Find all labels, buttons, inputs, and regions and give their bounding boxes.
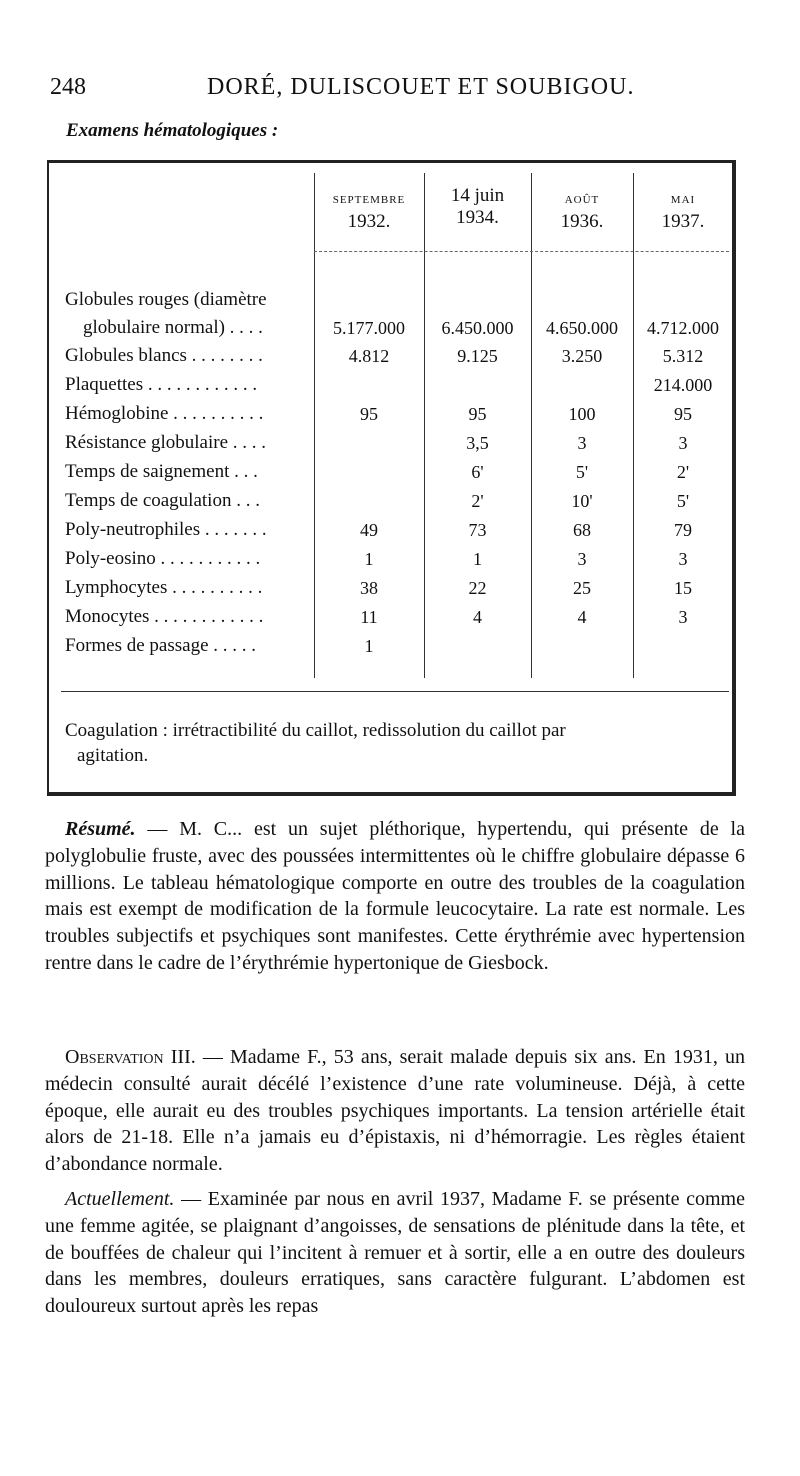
column-header-year: 1937. [661, 211, 705, 232]
resume-paragraph [45, 816, 745, 977]
table-note-line2: agitation. [77, 745, 149, 766]
table-cell: 5.312 [662, 346, 704, 366]
row-label-formes-passage: Formes de passage . . . . . [65, 635, 257, 656]
hematology-table [47, 160, 736, 796]
observation-paragraph [45, 1044, 745, 1178]
column-header-september-1932 [314, 189, 424, 233]
table-cell: 6' [471, 462, 484, 482]
table-note [65, 718, 725, 768]
row-label-poly-eosino: Poly-eosino . . . . . . . . . . . [65, 548, 261, 569]
section-title: Examens hématologiques : [66, 120, 279, 141]
page-number: 248 [50, 74, 86, 100]
table-cell: 1 [364, 549, 374, 569]
table-cell: 2' [676, 462, 690, 482]
row-label-hemoglobine: Hémoglobine . . . . . . . . . . [65, 403, 264, 424]
table-cell: 5' [676, 491, 690, 511]
column-divider [424, 173, 425, 678]
actuellement-paragraph [45, 1186, 745, 1320]
header-rule [314, 251, 729, 253]
resume-lead: Résumé. [65, 818, 136, 840]
column-header-year: 1934. [456, 207, 499, 228]
table-cell: 4.650.000 [546, 318, 618, 338]
table-note-line1: Coagulation : irrétractibilité du caillot, redissolution du caillot par [65, 720, 566, 741]
table-cell: 1 [364, 636, 374, 656]
table-cell: 4 [473, 607, 482, 627]
row-label-globules-blancs: Globules blancs . . . . . . . . [65, 345, 263, 366]
column-divider [633, 173, 634, 678]
table-cell: 1 [473, 549, 482, 569]
table-cell: 5' [575, 462, 589, 482]
column-divider [314, 173, 315, 678]
table-cell: 79 [674, 520, 692, 540]
table-cell: 15 [674, 578, 692, 598]
table-cell: 95 [674, 404, 692, 424]
table-cell: 3 [678, 433, 688, 453]
table-cell: 3 [678, 607, 688, 627]
table-cell: 5.177.000 [333, 318, 405, 338]
column-header-month: AOÛT [564, 194, 600, 206]
table-cell: 95 [360, 404, 378, 424]
column-header-may-1937 [633, 189, 733, 233]
table-cell: 11 [360, 607, 378, 627]
column-header-month: SEPTEMBRE [332, 194, 406, 206]
row-label-temps-coagulation: Temps de coagulation . . . [65, 490, 260, 511]
table-cell: 3 [577, 433, 587, 453]
row-label-lymphocytes: Lymphocytes . . . . . . . . . . [65, 577, 263, 598]
table-cell: 6.450.000 [441, 318, 514, 338]
column-header-year: 1936. [560, 211, 604, 232]
row-label-globules-rouges-cont: globulaire normal) . . . . [83, 317, 263, 338]
row-label-poly-neutrophiles: Poly-neutrophiles . . . . . . . [65, 519, 267, 540]
column-header-month: MAI [670, 194, 696, 206]
table-cell: 68 [573, 520, 591, 540]
row-label-globules-rouges: Globules rouges (diamètre [65, 289, 267, 310]
table-cell: 3 [678, 549, 688, 569]
row-label-plaquettes: Plaquettes . . . . . . . . . . . . [65, 374, 258, 395]
table-cell: 38 [360, 578, 378, 598]
column-header-august-1936 [531, 189, 633, 233]
table-cell: 214.000 [653, 375, 713, 395]
observation-lead: Observation III. [65, 1046, 196, 1068]
table-cell: 4.712.000 [647, 318, 719, 338]
table-cell: 3.250 [561, 346, 603, 366]
table-cell: 3 [577, 549, 587, 569]
table-cell: 9.125 [457, 346, 498, 366]
table-cell: 2' [471, 491, 484, 511]
row-label-resistance: Résistance globulaire . . . . [65, 432, 267, 453]
observation-text: — Madame F., 53 ans, serait malade depuis six ans. En 1931, un médecin consulté aurait décélé l’existence d’une rate volumineuse. Déjà, à cette époque, elle aurait eu des troubles psychiques importants. La tension artérielle était alors de 21-18. Elle n’a jamais eu d’épistaxis, ni d’hémorragie. Les règles étaient d’abondance normale. [45, 1046, 746, 1176]
resume-text: — M. C... est un sujet pléthorique, hypertendu, qui présente de la polyglobulie fruste, avec des poussées intermittentes où le chiffre globulaire dépasse 6 millions. Le tableau hématologique comporte en outre des troubles de la coagulation mais est exempt de modification de la formule leucocytaire. La rate est normale. Les troubles subjectifs et psychiques sont manifestes. Cette érythrémie avec hypertension rentre dans le cadre de l’érythrémie hypertonique de Giesbock. [45, 818, 745, 974]
actuellement-text: — Examinée par nous en avril 1937, Madame F. se présente comme une femme agitée, se plaignant d’angoisses, de sensations de plénitude dans la tête, et de bouffées de chaleur qui l’incitent à remuer et à sortir, elle a en outre des douleurs dans les membres, douleurs erratiques, sans caractère fulgurant. L’abdomen est douloureux surtout après les repas [45, 1188, 745, 1318]
table-bottom-rule [61, 691, 729, 693]
actuellement-lead: Actuellement. [65, 1188, 175, 1210]
table-cell: 10' [571, 491, 593, 511]
table-cell: 95 [468, 404, 487, 424]
table-cell: 4.812 [348, 346, 390, 366]
table-cell: 73 [468, 520, 487, 540]
table-cell: 49 [360, 520, 378, 540]
column-header-year: 1932. [347, 211, 391, 232]
table-cell: 22 [468, 578, 487, 598]
row-label-monocytes: Monocytes . . . . . . . . . . . . [65, 606, 264, 627]
row-label-temps-saignement: Temps de saignement . . . [65, 461, 258, 482]
column-header-june-1934 [424, 185, 531, 229]
table-cell: 4 [577, 607, 587, 627]
table-cell: 3,5 [466, 433, 489, 453]
column-header-month: 14 juin [450, 185, 505, 206]
table-cell: 100 [568, 404, 596, 424]
running-title: DORÉ, DULISCOUET ET SOUBIGOU. [207, 74, 635, 100]
column-divider [531, 173, 532, 678]
table-cell: 25 [573, 578, 591, 598]
